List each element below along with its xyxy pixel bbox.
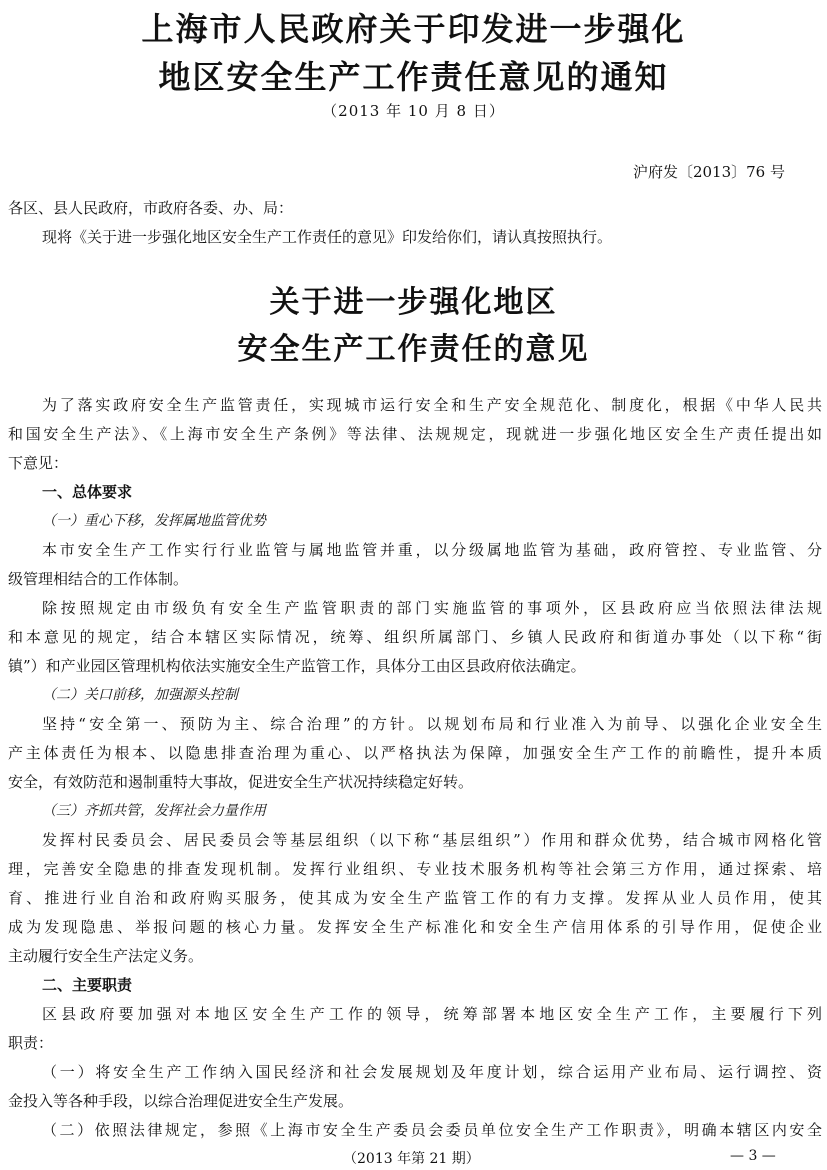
paragraph-line: 金投入等各种手段，以综合治理促进安全生产发展。 [8, 1092, 354, 1110]
paragraph-line: 和本意见的规定，结合本辖区实际情况，统筹、组织所属部门、乡镇人民政府和街道办事处（以下称“街 [8, 628, 822, 646]
paragraph-line: 本市安全生产工作实行行业监管与属地监管并重，以分级属地监管为基础，政府管控、专业监管、分 [42, 541, 822, 559]
page-number: — 3 — [730, 1148, 776, 1164]
notice-title-line2: 地区安全生产工作责任意见的通知 [158, 58, 669, 96]
section-heading: 一、总体要求 [42, 483, 133, 501]
notice-body: 现将《关于进一步强化地区安全生产工作责任的意见》印发给你们，请认真按照执行。 [42, 228, 613, 246]
paragraph-line: 发挥村民委员会、居民委员会等基层组织（以下称“基层组织”）作用和群众优势，结合城市网格化管 [42, 831, 822, 849]
subsection-title: （二）关口前移，加强源头控制 [42, 687, 238, 703]
paragraph-line: 成为发现隐患、举报问题的核心力量。发挥安全生产标准化和安全生产信用体系的引导作用，促使企业 [8, 918, 822, 936]
paragraph-line: 产主体责任为根本、以隐患排查治理为重心、以严格执法为保障，加强安全生产工作的前瞻性，提升本质 [8, 744, 822, 762]
document-number: 沪府发〔2013〕76 号 [632, 163, 785, 181]
paragraph-line: （一）将安全生产工作纳入国民经济和社会发展规划及年度计划，综合运用产业布局、运行调控、资 [42, 1063, 822, 1081]
subsection-title: （一）重心下移，发挥属地监管优势 [42, 513, 266, 529]
intro-line: 为了落实政府安全生产监管责任，实现城市运行安全和生产安全规范化、制度化，根据《中华人民共 [42, 396, 822, 414]
opinion-title-line2: 安全生产工作责任的意见 [237, 332, 590, 367]
intro-line: 下意见： [8, 454, 69, 472]
addressee: 各区、县人民政府，市政府各委、办、局： [8, 199, 294, 217]
paragraph-line: 育、推进行业自治和政府购买服务，使其成为安全生产监管工作的有力支撑。发挥从业人员作用，使其 [8, 889, 822, 907]
notice-date: （2013 年 10 月 8 日） [322, 102, 505, 120]
paragraph-line: 区县政府要加强对本地区安全生产工作的领导，统筹部署本地区安全生产工作，主要履行下列 [42, 1005, 822, 1023]
opinion-title-line1: 关于进一步强化地区 [269, 285, 558, 320]
paragraph-line: 职责： [8, 1034, 54, 1052]
paragraph-line: 级管理相结合的工作体制。 [8, 570, 189, 588]
paragraph-line: 除按照规定由市级负有安全生产监管职责的部门实施监管的事项外，区县政府应当依照法律法规 [42, 599, 822, 617]
paragraph-line: （二）依照法律规定，参照《上海市安全生产委员会委员单位安全生产工作职责》，明确本辖区内安全 [42, 1121, 822, 1139]
paragraph-line: 镇”）和产业园区管理机构依法实施安全生产监管工作，具体分工由区县政府依法确定。 [8, 657, 586, 675]
subsection-title: （三）齐抓共管，发挥社会力量作用 [42, 803, 266, 819]
paragraph-line: 主动履行安全生产法定义务。 [8, 947, 204, 965]
issue-label: （2013 年第 21 期） [343, 1151, 480, 1167]
paragraph-line: 坚持“安全第一、预防为主、综合治理”的方针。以规划布局和行业准入为前导、以强化企业安全生 [42, 715, 822, 733]
notice-title-line1: 上海市人民政府关于印发进一步强化 [141, 10, 686, 48]
section-heading: 二、主要职责 [42, 976, 133, 994]
intro-line: 和国安全生产法》、《上海市安全生产条例》等法律、法规规定，现就进一步强化地区安全生产责任提出如 [8, 425, 822, 443]
paragraph-line: 安全，有效防范和遏制重特大事故，促进安全生产状况持续稳定好转。 [8, 773, 474, 791]
paragraph-line: 理，完善安全隐患的排查发现机制。发挥行业组织、专业技术服务机构等社会第三方作用，通过探索、培 [8, 860, 822, 878]
